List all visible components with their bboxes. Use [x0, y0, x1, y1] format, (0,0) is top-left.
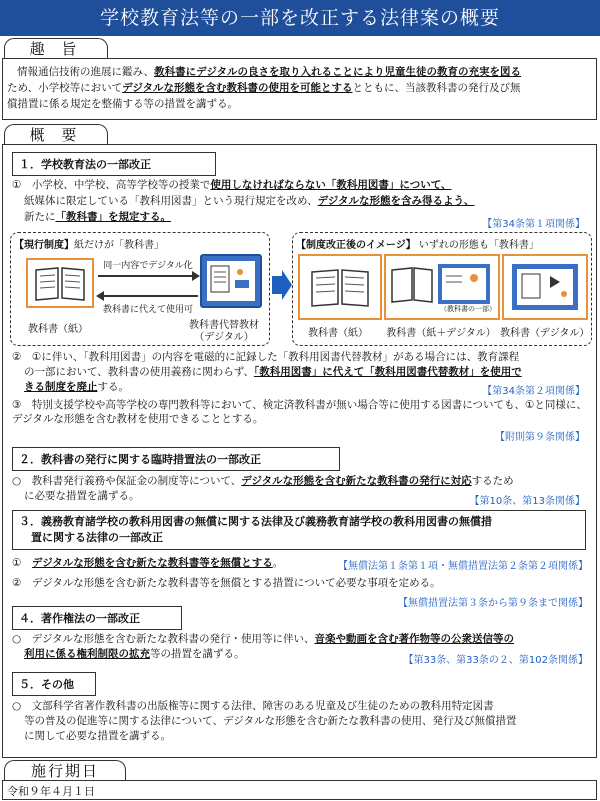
purpose-box — [2, 58, 597, 120]
section3-ref1: 【無償法第１条第１項・無償措置法第２条第２項関係】 — [338, 561, 588, 572]
section4-text: 等の措置を講ずる。 — [150, 648, 245, 660]
digital-material-caption: 教科書代替教材 — [189, 320, 259, 331]
section2-heading: ２．教科書の発行に関する臨時措置法の一部改正 — [12, 447, 340, 471]
section4-emphasis: 音楽や動画を含む著作物等の公衆送信等の — [314, 633, 515, 645]
page-title: 学校教育法等の一部を改正する法律案の概要 — [0, 0, 600, 36]
left-arrow-icon — [96, 290, 200, 302]
section1-emphasis: 「教科用図書」に代えて「教科用図書代替教材」を使用で — [253, 366, 522, 378]
section1-text: する。 — [97, 381, 129, 393]
purpose-heading: 趣 旨 — [4, 38, 108, 59]
after-paper-card — [298, 254, 382, 320]
section1-emphasis: 「教科書」を規定する。 — [55, 211, 171, 223]
section1-ref2: 【第34条第２項関係】 — [482, 386, 585, 397]
transition-arrow-icon — [270, 270, 292, 300]
after-digital-card — [502, 254, 588, 320]
section3-ref2: 【無償措置法第３条から第９条まで関係】 — [398, 598, 588, 609]
section1-emphasis: きる制度を廃止 — [24, 381, 98, 393]
section1-text: 新たに — [24, 211, 56, 223]
overview-heading: 概 要 — [4, 124, 108, 145]
section1-heading: １．学校教育法の一部改正 — [12, 152, 216, 176]
purpose-text: ため、小学校等において — [7, 82, 123, 94]
section4-emphasis: 利用に係る権利制限の拡充 — [24, 648, 150, 660]
section2-text: するため — [471, 475, 514, 487]
section3-heading-line1: ３．義務教育諸学校の教科用図書の無償に関する法律及び義務教育諸学校の教科用図書の無償措 — [19, 515, 492, 528]
after-mixed-note: （教科書の一部） — [440, 305, 496, 313]
paper-textbook-caption: 教科書（紙） — [28, 324, 88, 335]
section4-ref: 【第33条、第33条の２、第102条関係】 — [403, 655, 588, 666]
section5-heading: ５．その他 — [12, 672, 96, 696]
section1-p3: ③ 特別支援学校や高等学校の専門教科等において、検定済教科書が無い場合等に使用する図書についても、①と同様に、デジタルな形態を含む教材を使用できることとする。 — [12, 399, 587, 425]
book-icon — [28, 260, 92, 306]
after-mixed-caption: 教科書（紙＋デジタル） — [386, 328, 496, 339]
section2-ref: 【第10条、第13条関係】 — [469, 496, 585, 507]
tablet-icon — [202, 256, 260, 306]
section2-text-line2: に必要な措置を講ずる。 — [24, 490, 140, 502]
section1-text: の一部において、教科書の使用義務に関わらず、 — [24, 366, 254, 378]
right-arrow-icon — [96, 270, 200, 282]
section3-p2: ② デジタルな形態を含む新たな教科書等を無償とする措置について必要な事項を定める。 — [12, 577, 441, 589]
section1-emphasis: デジタルな形態を含み得るよう、 — [317, 195, 475, 207]
section1-emphasis: 使用しなければならない「教科用図書」について、 — [210, 179, 452, 191]
section1-p2-line1: ② ①に伴い、「教科用図書」の内容を電磁的に記録した「教科用図書代替教材」がある場合には、教育課程 — [12, 351, 520, 363]
section2-text: ○ 教科書発行義務や保証金の制度等について、 — [12, 475, 242, 487]
section3-heading — [12, 510, 586, 550]
after-paper-caption: 教科書（紙） — [308, 328, 368, 339]
purpose-text-emphasis: デジタルな形態を含む教科書の使用を可能とする — [122, 82, 353, 94]
after-reform-label: 【制度改正後のイメージ】 — [296, 240, 416, 251]
current-system-label: 【現行制度】 — [14, 240, 74, 251]
section2-emphasis: デジタルな形態を含む新たな教科書の発行に対応 — [241, 475, 472, 487]
arrow-top-label: 同一内容でデジタル化 — [103, 261, 193, 271]
section1-text: ① 小学校、中学校、高等学校等の授業で — [12, 179, 211, 191]
paper-textbook-card — [26, 258, 94, 308]
section3-emphasis: デジタルな形態を含む新たな教科書等を無償とする — [31, 557, 273, 569]
section4-text: ○ デジタルな形態を含む新たな教科書の発行・使用等に伴い、 — [12, 633, 315, 645]
after-digital-caption: 教科書（デジタル） — [500, 328, 590, 339]
section3-text: 。 — [272, 557, 284, 569]
section1-ref1: 【第34条第１項関係】 — [482, 219, 585, 230]
effective-box — [2, 780, 597, 800]
section5-line3: に関して必要な措置を講ずる。 — [24, 730, 171, 742]
section1-ref3: 【附則第９条関係】 — [495, 432, 585, 443]
effective-date: 令和９年４月１日 — [7, 785, 95, 798]
effective-heading: 施行期日 — [4, 760, 126, 781]
section3-heading-line2: 置に関する法律の一部改正 — [31, 531, 163, 544]
section3-text: ① — [12, 557, 32, 569]
section5-line2: 等の普及の促進等に関する法律について、デジタルな形態を含む新たな教科書の使用、発行及び無償措置 — [24, 715, 517, 727]
purpose-text: 情報通信技術の進展に鑑み、 — [17, 66, 155, 78]
purpose-text: とともに、当該教科書の発行及び無 — [352, 82, 521, 94]
tablet-icon — [504, 256, 586, 318]
section4-heading: ４．著作権法の一部改正 — [12, 606, 182, 630]
arrow-bottom-label: 教科書に代えて使用可 — [102, 305, 193, 315]
purpose-text-emphasis: 教科書にデジタルの良さを取り入れることにより児童生徒の教育の充実を図る — [154, 66, 522, 78]
digital-material-card — [200, 254, 262, 308]
purpose-text: 償措置に係る規定を整備する等の措置を講ずる。 — [7, 98, 238, 110]
book-icon — [300, 256, 380, 318]
digital-material-caption-sub: （デジタル） — [194, 332, 254, 343]
current-system-sub: 紙だけが「教科書」 — [74, 240, 164, 251]
section1-text: 紙媒体に限定している「教科用図書」という現行規定を改め、 — [24, 195, 318, 207]
section5-line1: ○ 文部科学省著作教科書の出版権等に関する法律、障害のある児童及び生徒のための教科用特定図書 — [12, 700, 494, 712]
after-reform-sub: いずれの形態も「教科書」 — [418, 240, 539, 251]
